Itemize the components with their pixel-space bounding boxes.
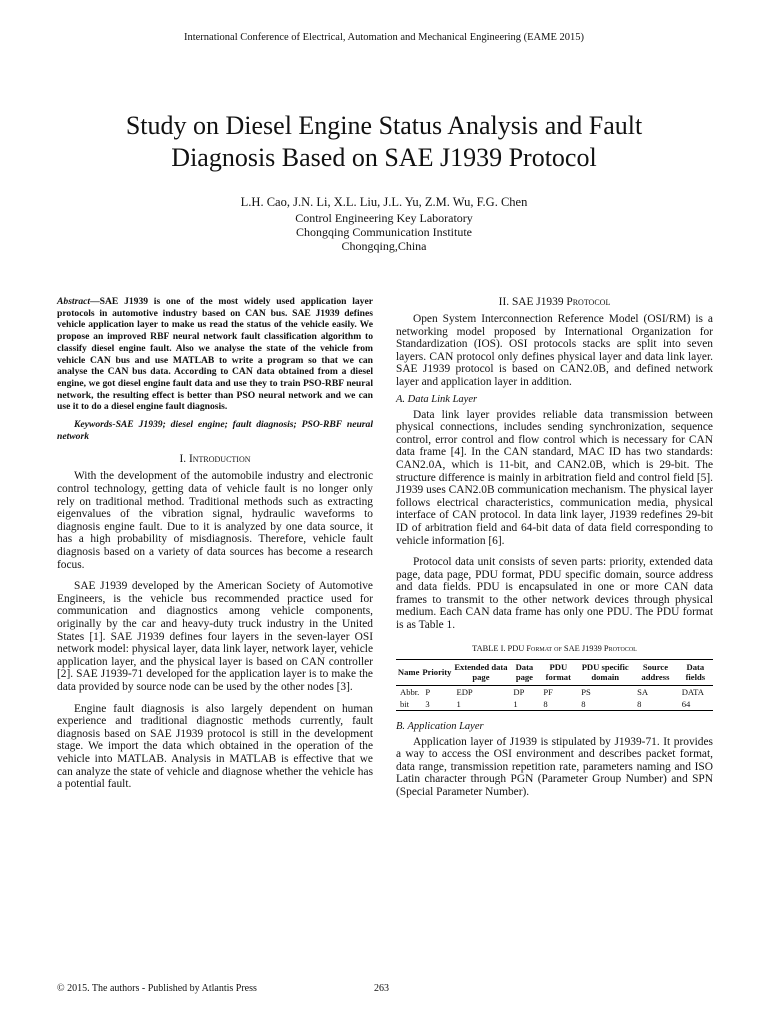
table-cell: Abbr. xyxy=(400,686,420,697)
application-layer-paragraph: Application layer of J1939 is stipulated by J1939-71. It provides a way to access the OSI environment and describes packet format, data range, transmission repetition rate, parameters naming and ISO Latin character through PGN (Parameter Group Number) and SPN (Special Parameter Number). xyxy=(396,735,713,799)
table-cell: EDP xyxy=(456,686,473,697)
table-cell: 64 xyxy=(681,698,691,709)
table-cell: SA xyxy=(637,686,649,697)
keywords: Keywords-SAE J1939; diesel engine; fault diagnosis; PSO-RBF neural network xyxy=(57,419,373,442)
table-cell: 8 xyxy=(581,698,586,709)
abstract-label: Abstract xyxy=(57,296,91,307)
table-cell: PS xyxy=(581,686,591,697)
data-link-paragraph-2: Protocol data unit consists of seven parts: priority, extended data page, data page, PDU format, PDU specific domain, source address and data fields. PDU is encapsulated in one or more CAN data frames to transmit to the other network devices through physical medium. Each CAN data frame has only one PDU. The PDU format is as Table 1. xyxy=(396,556,713,632)
paper-title xyxy=(40,110,728,174)
table-header-cell: Source address xyxy=(641,661,670,683)
table-header-cell: Data page xyxy=(515,661,534,683)
pdu-format-table xyxy=(396,659,713,711)
table-cell: 8 xyxy=(637,698,642,709)
table-cell: PF xyxy=(543,686,553,697)
table-header-cell: PDU format xyxy=(545,661,571,683)
table-cell: 1 xyxy=(513,698,518,709)
abstract-dash: — xyxy=(90,296,100,307)
table-cell: 8 xyxy=(543,698,548,709)
table-caption: TABLE I. PDU Format of SAE J1939 Protocol xyxy=(472,643,637,653)
title-line-1: Study on Diesel Engine Status Analysis and Fault xyxy=(125,111,643,140)
affiliation-lab: Control Engineering Key Laboratory xyxy=(295,211,473,225)
table-header-cell: Name xyxy=(397,666,420,677)
table-header-row xyxy=(396,659,713,685)
protocol-paragraph-1: Open System Interconnection Reference Model (OSI/RM) is a networking model proposed by International Organization for Standardization (IOS). OSI protocols stacks are split into seven layers. CAN protocol only defines physical layer and data link layer. SAE J1939 protocol is based on CAN2.0B, and defined network layer and application layer in addition. xyxy=(396,313,713,388)
table-row xyxy=(396,685,713,698)
table-cell: 3 xyxy=(425,698,430,709)
data-link-paragraph-1: Data link layer provides reliable data transmission between physical connections, includes sending synchronization, sequence control, error control and flow control which is necessary for CAN data frame [4]. In the CAN standard, MAC ID has two standards: CAN2.0A, which is 11-bit, and CAN2.0B, which is 29-bit. The structure difference is mainly in arbitration field and control field [5]. J1939 uses CAN2.0B communication mechanism. The physical layer follows electrical characteristics, communication media, physical interface of CAN protocol. In data link layer, J1939 redefines 29-bit ID of arbitration field and 64-bit data of data field corresponding to vehicle information [6]. xyxy=(396,408,713,547)
table-header-cell: Data fields xyxy=(685,661,706,683)
table-header-cell: Extended data page xyxy=(454,661,508,683)
left-column xyxy=(57,296,373,791)
table-header-cell: PDU specific domain xyxy=(581,661,629,683)
table-header-cell: Priority xyxy=(422,666,452,677)
abstract-text: SAE J1939 is one of the most widely used application layer protocols in automotive industry based on CAN bus. SAE J1939 defines vehicle application layer to make us read the status of the vehicle easily. We propose an improved RBF neural network fault classification algorithm to classify diesel engine fault. Also we analyse the state of the vehicle from vehicle CAN bus and use MATLAB to write a program so that we can analyse the CAN bus data. According to CAN data obtained from a diesel engine, we got diesel engine fault data and use they to train PSO-RBF neural network, the resulting effect is better than PSO neural network and we can use it to do a diesel engine fault diagnosis. xyxy=(57,296,373,413)
intro-paragraph-3: Engine fault diagnosis is also largely dependent on human experience and traditional diagnostic methods currently, fault diagnosis based on SAE J1939 protocol is still in the development stage. We import the data which obtained in the operation of the vehicle into MATLAB. Analysis in MATLAB is effective that we can analyze the state of vehicle and diagnose whether the vehicle has a potential fault. xyxy=(57,702,373,791)
section-1-heading: I. Introduction xyxy=(179,453,251,466)
table-cell: DP xyxy=(513,686,525,697)
abstract xyxy=(57,296,373,413)
table-cell: P xyxy=(425,686,431,697)
table-cell: bit xyxy=(400,698,410,709)
affiliation-institute: Chongqing Communication Institute xyxy=(296,225,472,239)
intro-paragraph-1: With the development of the automobile industry and electronic control technology, getting data of vehicle fault is no longer only rely on traditional method. Traditional methods such as extracting eigenvalues of the vibration signal, hydraulic waveforms to diagnosis engine fault. Due to it is analyzed by one data source, it has a high probability of misdiagnosis. Therefore, vehicle fault diagnosis based on a variety of data sources has become a research focus. xyxy=(57,470,373,571)
title-line-2: Diagnosis Based on SAE J1939 Protocol xyxy=(171,143,597,172)
table-row xyxy=(396,698,713,711)
table-cell: 1 xyxy=(456,698,461,709)
subsection-a-heading: A. Data Link Layer xyxy=(396,393,478,405)
page-number: 263 xyxy=(374,983,389,994)
section-2-heading: II. SAE J1939 Protocol xyxy=(498,296,611,308)
authors: L.H. Cao, J.N. Li, X.L. Liu, J.L. Yu, Z.M. Wu, F.G. Chen xyxy=(240,195,528,209)
affiliation-city: Chongqing,China xyxy=(341,239,427,253)
intro-paragraph-2: SAE J1939 developed by the American Society of Automotive Engineers, is the vehicle bus recommended practice used for communication and diagnostics among vehicle components, originally by the car and heavy-duty truck industry in the United States [1]. SAE J1939 defines four layers in the seven-layer OSI network model: physical layer, data link layer, network layer, vehicle application layer, and the physical layer is based on CAN controller [2]. SAE J1939-71 developed for the application layer is to make the data provided by source node can be used by the other nodes [3]. xyxy=(57,580,373,693)
conference-header: International Conference of Electrical, Automation and Mechanical Engineering (EAME 2015) xyxy=(183,32,585,43)
copyright-footer: © 2015. The authors - Published by Atlantis Press xyxy=(57,983,257,994)
affiliation xyxy=(0,211,768,253)
table-cell: DATA xyxy=(681,686,704,697)
right-column xyxy=(396,296,713,799)
subsection-b-heading: B. Application Layer xyxy=(396,720,484,732)
